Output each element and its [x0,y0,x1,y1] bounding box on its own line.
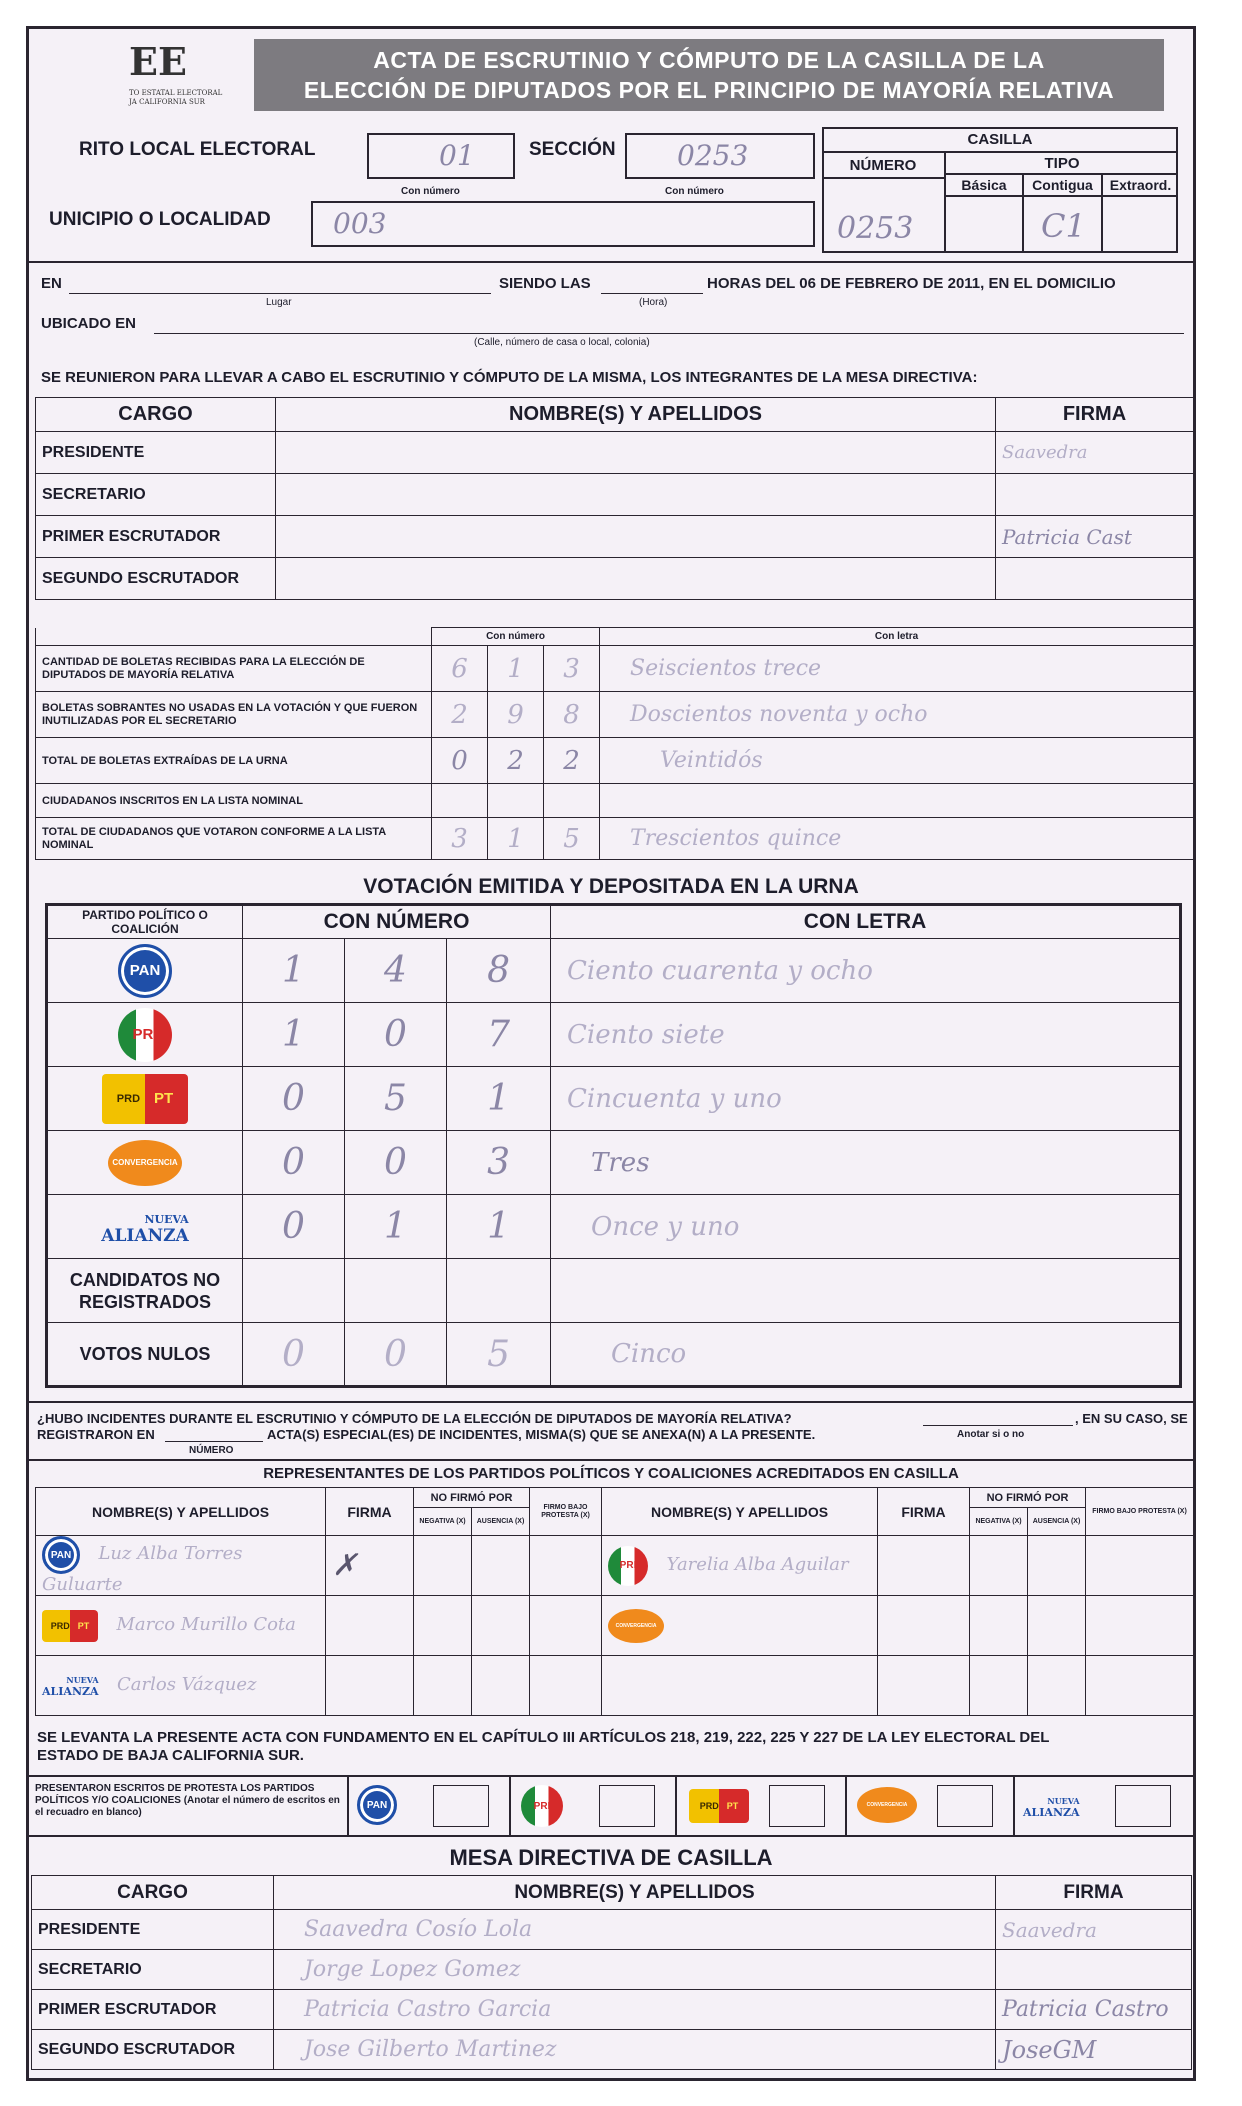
vote-row-conv-logo [47,1131,243,1195]
municipio-label: UNICIPIO O LOCALIDAD [49,209,271,230]
rep-pri-protesta[interactable] [1086,1536,1194,1596]
no-registrados-d2[interactable] [345,1259,447,1323]
votacion-con-numero-header: CON NÚMERO [243,905,551,939]
rep-nombres-header-right: NOMBRE(S) Y APELLIDOS [602,1488,878,1536]
boletas-extraidas-d3[interactable]: 2 [544,738,600,784]
prd-label: PRD [116,1092,141,1105]
logo-line2: JA CALIFORNIA SUR [129,98,205,106]
rep-pri-ausencia[interactable] [1028,1536,1086,1596]
rep-left-prdpt[interactable] [36,1596,326,1656]
rep-pt-label: PT [77,1620,90,1631]
siendo-las-label: SIENDO LAS [499,275,591,292]
rep-negativa-right: NEGATIVA (X) [970,1508,1028,1536]
incidentes-text1: ¿HUBO INCIDENTES DURANTE EL ESCRUTINIO Y CÓMPUTO DE LA ELECCIÓN DE DIPUTADOS DE MAYORÍA RELATIVA? [37,1411,792,1426]
numero-label: NÚMERO [849,157,917,174]
no-registrados-d3[interactable] [447,1259,551,1323]
rep-pan-logo-icon: PAN [42,1536,80,1574]
boletas-sobrantes-d2[interactable]: 9 [488,692,544,738]
bottom-cargo-presidente: PRESIDENTE [32,1910,274,1950]
protesta-conv-logo-icon: CONVERGENCIA [857,1787,917,1823]
acta-sheet [26,26,1196,2081]
rep-conv-logo-icon: CONVERGENCIA [608,1609,664,1643]
ciudadanos-inscritos-letra[interactable] [600,784,1194,818]
nulos-d2[interactable]: 0 [345,1323,447,1387]
rep-right-conv[interactable] [602,1596,878,1656]
protesta-text: PRESENTARON ESCRITOS DE PROTESTA LOS PARTIDOS POLÍTICOS Y/O COALICIONES (Anotar el número de escritos en el recuadro en blanco) [35,1783,340,1818]
tipo-contigua: Contigua [1032,177,1093,193]
pan-d2[interactable]: 4 [345,939,447,1003]
hora-hint: (Hora) [639,297,668,308]
prd-pt-logo-icon [102,1074,188,1124]
votacion-title: VOTACIÓN EMITIDA Y DEPOSITADA EN LA URNA [363,875,859,898]
rep-right-pri[interactable] [602,1536,878,1596]
boletas-con-letra-header: Con letra [600,628,1194,646]
bottom-firma-primer-escrutador[interactable]: Patricia Castro [996,1990,1192,2030]
pri-logo-icon: PRI [118,1008,172,1062]
casilla-title: CASILLA [967,131,1033,148]
representantes-table [35,1487,1194,1716]
firma-header: FIRMA [996,398,1194,432]
incidentes-text2b: ACTA(S) ESPECIAL(ES) DE INCIDENTES, MISMA(S) QUE SE ANEXA(N) A LA PRESENTE. [267,1427,816,1442]
protesta-pri-logo-icon: PRI [521,1785,563,1827]
rep-ausencia-right: AUSENCIA (X) [1028,1508,1086,1536]
rep-pri-negativa[interactable] [970,1536,1028,1596]
convergencia-logo-icon: CONVERGENCIA [108,1140,182,1186]
bottom-firma-segundo-escrutador[interactable]: JoseGM [996,2030,1192,2070]
protesta-prdpt-logo-icon [689,1789,749,1823]
incidentes-text2a: REGISTRARON EN [37,1427,155,1442]
pri-letra[interactable]: Ciento siete [551,1003,1181,1067]
distrito-label: RITO LOCAL ELECTORAL [79,139,316,160]
boletas-con-numero-header: Con número [432,628,600,646]
bottom-nombre-presidente[interactable]: Saavedra Cosío Lola [274,1910,996,1950]
ciudadanos-inscritos-label: CIUDADANOS INSCRITOS EN LA LISTA NOMINAL [36,784,432,818]
rep-left-na[interactable] [36,1656,326,1716]
total-votaron-letra[interactable]: Trescientos quince [600,818,1194,860]
conv-letra[interactable]: Tres [551,1131,1181,1195]
rep-na-line2: ALIANZA [42,1684,99,1698]
candidatos-no-registrados-label: CANDIDATOS NO REGISTRADOS [47,1259,243,1323]
protesta-pan [357,1785,397,1825]
seccion-hint: Con número [665,186,724,197]
municipio-value: 003 [333,207,387,240]
protesta-na [1023,1791,1080,1818]
boletas-recibidas-d3[interactable]: 3 [544,646,600,692]
total-votaron-d2[interactable]: 1 [488,818,544,860]
pan-d1[interactable]: 1 [243,939,345,1003]
reunieron-text: SE REUNIERON PARA LLEVAR A CABO EL ESCRUTINIO Y CÓMPUTO DE LA MISMA, LOS INTEGRANTES DE LA MESA DIRECTIVA: [41,369,978,386]
protesta-pri [521,1785,563,1827]
boletas-extraidas-label: TOTAL DE BOLETAS EXTRAÍDAS DE LA URNA [36,738,432,784]
cargo-secretario: SECRETARIO [36,474,276,516]
protesta-pri-box[interactable] [599,1785,655,1827]
municipio-field[interactable] [311,201,815,247]
rep-pri-nombre: Yarelia Alba Aguilar [666,1553,849,1575]
bottom-nombre-secretario[interactable]: Jorge Lopez Gomez [274,1950,996,1990]
bottom-cargo-segundo-escrutador: SEGUNDO ESCRUTADOR [32,2030,274,2070]
tipo-extraord: Extraord. [1109,177,1172,193]
ubicado-en-label: UBICADO EN [41,315,137,332]
rep-no-firmo-right: NO FIRMÓ POR [970,1488,1086,1508]
conv-d3[interactable]: 3 [447,1131,551,1195]
rep-conv-protesta[interactable] [1086,1596,1194,1656]
rep-prdpt-firma[interactable] [326,1596,414,1656]
rep-prdpt-protesta[interactable] [530,1596,602,1656]
rep-right-empty [602,1656,878,1716]
rep-conv-negativa[interactable] [970,1596,1028,1656]
tipo-label: TIPO [1044,155,1080,172]
boletas-sobrantes-letra[interactable]: Doscientos noventa y ocho [600,692,1194,738]
protesta-pt-label: PT [726,1801,739,1811]
no-registrados-d1[interactable] [243,1259,345,1323]
protesta-pan-box[interactable] [433,1785,489,1827]
protesta-conv [857,1787,917,1823]
conv-d2[interactable]: 0 [345,1131,447,1195]
bottom-cargo-header: CARGO [32,1876,274,1910]
cargo-header: CARGO [36,398,276,432]
seccion-field[interactable] [625,133,815,179]
vote-row-na-logo [47,1195,243,1259]
nombres-header: NOMBRE(S) Y APELLIDOS [276,398,996,432]
numero-hint: NÚMERO [189,1445,234,1456]
ciudadanos-inscritos-d2[interactable] [488,784,544,818]
rep-na-logo-icon [42,1675,99,1697]
title-line2: ELECCIÓN DE DIPUTADOS POR EL PRINCIPIO DE MAYORÍA RELATIVA [303,77,1115,103]
boletas-sobrantes-d3[interactable]: 8 [544,692,600,738]
rep-right-empty-neg [970,1656,1028,1716]
pan-d3[interactable]: 8 [447,939,551,1003]
nulos-letra[interactable]: Cinco [551,1323,1181,1387]
rep-prd-label: PRD [50,1620,70,1631]
boletas-sobrantes-d1[interactable]: 2 [432,692,488,738]
protesta-pan-logo-icon: PAN [357,1785,397,1825]
rep-ausencia-left: AUSENCIA (X) [472,1508,530,1536]
tipo-basica: Básica [961,177,1007,193]
representantes-title: REPRESENTANTES DE LOS PARTIDOS POLÍTICOS Y COALICIONES ACREDITADOS EN CASILLA [263,1465,959,1482]
nombre-secretario[interactable] [276,474,996,516]
rep-left-pan[interactable] [36,1536,326,1596]
nulos-d1[interactable]: 0 [243,1323,345,1387]
na-line2: ALIANZA [101,1225,189,1246]
boletas-extraidas-d2[interactable]: 2 [488,738,544,784]
horas-del-label: HORAS DEL 06 DE FEBRERO DE 2011, EN EL DOMICILIO [707,275,1116,292]
vote-row-prdpt-logo [47,1067,243,1131]
rep-pan-protesta[interactable] [530,1536,602,1596]
votacion-con-letra-header: CON LETRA [551,905,1181,939]
rep-conv-firma[interactable] [878,1596,970,1656]
prdpt-d1[interactable]: 0 [243,1067,345,1131]
distrito-value: 01 [439,139,475,172]
pt-label: PT [154,1090,174,1107]
incidentes-text1b: , EN SU CASO, SE [1075,1411,1188,1426]
rep-pan-firma[interactable]: ✗ [326,1536,414,1596]
na-letra[interactable]: Once y uno [551,1195,1181,1259]
pan-letra[interactable]: Ciento cuarenta y ocho [551,939,1181,1003]
pri-d1[interactable]: 1 [243,1003,345,1067]
vote-row-pri-logo [47,1003,243,1067]
cargo-segundo-escrutador: SEGUNDO ESCRUTADOR [36,558,276,600]
logo-letters: EE [129,39,187,84]
nombre-segundo-escrutador[interactable] [276,558,996,600]
firma-presidente[interactable]: Saavedra [996,432,1194,474]
na-d1[interactable]: 0 [243,1195,345,1259]
bottom-nombre-segundo-escrutador[interactable]: Jose Gilberto Martinez [274,2030,996,2070]
protesta-na-box[interactable] [1115,1785,1171,1827]
lugar-hint: Lugar [266,297,292,308]
casilla-tipo-value: C1 [1041,207,1086,245]
bottom-nombre-primer-escrutador[interactable]: Patricia Castro Garcia [274,1990,996,2030]
en-label: EN [41,275,62,292]
cargo-presidente: PRESIDENTE [36,432,276,474]
rep-right-empty-prot [1086,1656,1194,1716]
rep-na-protesta[interactable] [530,1656,602,1716]
rep-prdpt-logo-icon [42,1610,98,1642]
rep-firma-header-right: FIRMA [878,1488,970,1536]
rep-right-empty-firma [878,1656,970,1716]
votos-nulos-label: VOTOS NULOS [47,1323,243,1387]
distrito-field[interactable] [367,133,515,179]
anotar-hint: Anotar si o no [957,1429,1025,1440]
boletas-extraidas-d1[interactable]: 0 [432,738,488,784]
partido-header: PARTIDO POLÍTICO O COALICIÓN [47,905,243,939]
firma-secretario[interactable] [996,474,1194,516]
conv-d1[interactable]: 0 [243,1131,345,1195]
rep-pan-negativa[interactable] [414,1536,472,1596]
rep-na-firma[interactable] [326,1656,414,1716]
protesta-na-logo-icon [1023,1796,1080,1818]
rep-bajo-protesta-right: FIRMO BAJO PROTESTA (X) [1086,1488,1194,1536]
nulos-d3[interactable]: 5 [447,1323,551,1387]
prdpt-d2[interactable]: 5 [345,1067,447,1131]
total-votaron-label: TOTAL DE CIUDADANOS QUE VOTARON CONFORME A LA LISTA NOMINAL [36,818,432,860]
firma-segundo-escrutador[interactable] [996,558,1194,600]
protesta-na-line2: ALIANZA [1023,1806,1080,1819]
mesa-directiva-bottom-table [31,1875,1192,2070]
rep-pan-nombre: Luz Alba Torres Guluarte [42,1543,243,1595]
rep-negativa-left: NEGATIVA (X) [414,1508,472,1536]
rep-na-nombre: Carlos Vázquez [117,1674,257,1696]
total-votaron-d1[interactable]: 3 [432,818,488,860]
protesta-na-line1: NUEVA [1047,1796,1080,1806]
nombre-presidente[interactable] [276,432,996,474]
prdpt-d3[interactable]: 1 [447,1067,551,1131]
protesta-prdpt-box[interactable] [769,1785,825,1827]
mesa-bottom-title: MESA DIRECTIVA DE CASILLA [449,1845,773,1870]
rep-na-ausencia[interactable] [472,1656,530,1716]
rep-prdpt-negativa[interactable] [414,1596,472,1656]
distrito-hint: Con número [401,186,460,197]
seccion-label: SECCIÓN [529,139,616,160]
protesta-prd-label: PRD [699,1801,719,1811]
total-votaron-d3[interactable]: 5 [544,818,600,860]
firma-primer-escrutador[interactable]: Patricia Cast [996,516,1194,558]
boletas-recibidas-d1[interactable]: 6 [432,646,488,692]
protesta-prdpt [689,1789,749,1823]
rep-na-negativa[interactable] [414,1656,472,1716]
title-band [254,39,1164,111]
pri-d3[interactable]: 7 [447,1003,551,1067]
bottom-nombres-header: NOMBRE(S) Y APELLIDOS [274,1876,996,1910]
cargo-primer-escrutador: PRIMER ESCRUTADOR [36,516,276,558]
rep-prdpt-ausencia[interactable] [472,1596,530,1656]
na-d3[interactable]: 1 [447,1195,551,1259]
bottom-firma-presidente[interactable]: Saavedra [996,1910,1192,1950]
boletas-table [35,627,1194,860]
rep-bajo-protesta-left: FIRMO BAJO PROTESTA (X) [530,1488,602,1536]
casilla-numero-value: 0253 [837,211,914,246]
bottom-firma-header: FIRMA [996,1876,1192,1910]
rep-right-empty-aus [1028,1656,1086,1716]
rep-no-firmo-left: NO FIRMÓ POR [414,1488,530,1508]
vote-row-pan-logo [47,939,243,1003]
no-registrados-letra[interactable] [551,1259,1181,1323]
nombre-primer-escrutador[interactable] [276,516,996,558]
boletas-recibidas-d2[interactable]: 1 [488,646,544,692]
boletas-recibidas-letra[interactable]: Seiscientos trece [600,646,1194,692]
rep-na-line1: NUEVA [66,1674,99,1685]
iee-logo [59,37,239,117]
protesta-conv-box[interactable] [937,1785,993,1827]
seccion-value: 0253 [677,139,749,172]
nueva-alianza-logo-icon [101,1212,188,1244]
rep-firma-header-left: FIRMA [326,1488,414,1536]
logo-line1: TO ESTATAL ELECTORAL [129,89,223,97]
bottom-cargo-primer-escrutador: PRIMER ESCRUTADOR [32,1990,274,2030]
rep-conv-ausencia[interactable] [1028,1596,1086,1656]
mesa-directiva-top-table [35,397,1194,600]
ciudadanos-inscritos-d3[interactable] [544,784,600,818]
rep-nombres-header-left: NOMBRE(S) Y APELLIDOS [36,1488,326,1536]
na-line1: NUEVA [144,1212,189,1226]
fundamento-line2: ESTADO DE BAJA CALIFORNIA SUR. [37,1747,304,1764]
boletas-recibidas-label: CANTIDAD DE BOLETAS RECIBIDAS PARA LA ELECCIÓN DE DIPUTADOS DE MAYORÍA RELATIVA [36,646,432,692]
pri-d2[interactable]: 0 [345,1003,447,1067]
title-line1: ACTA DE ESCRUTINIO Y CÓMPUTO DE LA CASILLA DE LA [373,47,1045,73]
bottom-cargo-secretario: SECRETARIO [32,1950,274,1990]
rep-pri-firma[interactable] [878,1536,970,1596]
rep-pri-logo-icon: PRI [608,1546,648,1586]
bottom-firma-secretario[interactable] [996,1950,1192,1990]
fundamento-line1: SE LEVANTA LA PRESENTE ACTA CON FUNDAMENTO EN EL CAPÍTULO III ARTÍCULOS 218, 219, 222, 225 Y 227 DE LA LEY ELECTORAL DEL [37,1729,1050,1746]
rep-prdpt-nombre: Marco Murillo Cota [116,1613,296,1635]
ciudadanos-inscritos-d1[interactable] [432,784,488,818]
na-d2[interactable]: 1 [345,1195,447,1259]
boletas-extraidas-letra[interactable]: Veintidós [600,738,1194,784]
boletas-sobrantes-label: BOLETAS SOBRANTES NO USADAS EN LA VOTACIÓN Y QUE FUERON INUTILIZADAS POR EL SECRETARIO [36,692,432,738]
prdpt-letra[interactable]: Cincuenta y uno [551,1067,1181,1131]
pan-logo-icon: PAN [118,944,172,998]
direccion-hint: (Calle, número de casa o local, colonia) [474,337,650,348]
rep-pan-ausencia[interactable] [472,1536,530,1596]
votacion-table [45,903,1182,1388]
